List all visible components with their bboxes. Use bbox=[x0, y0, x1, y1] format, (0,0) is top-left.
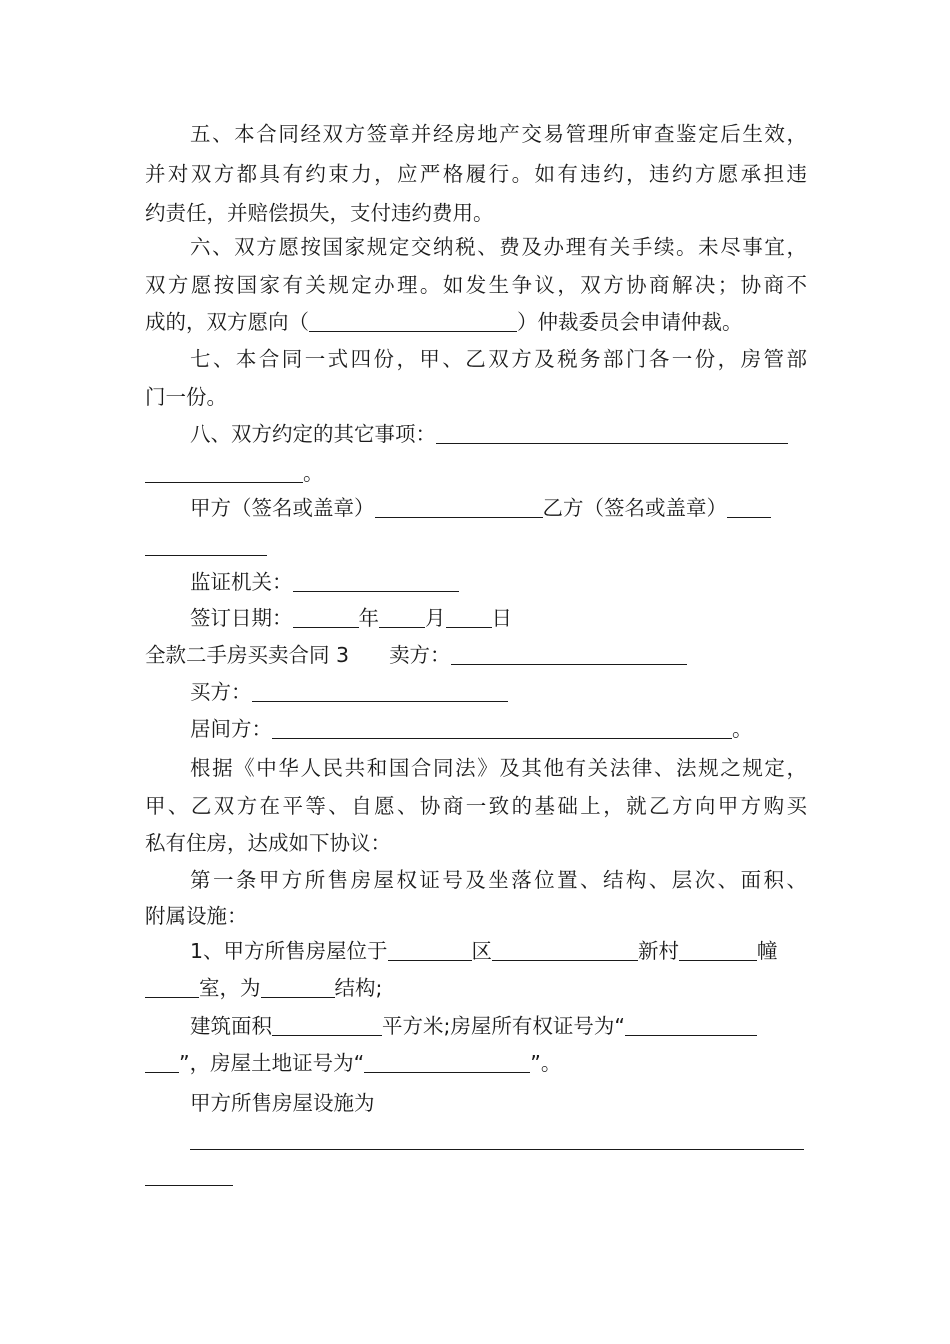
item-1-line-2 bbox=[145, 970, 382, 1006]
party-a-sign-label: 甲方（签名或盖章） bbox=[190, 496, 375, 520]
blank-line bbox=[272, 1011, 382, 1036]
seller-label: 卖方： bbox=[389, 643, 451, 667]
blank-line bbox=[309, 307, 517, 332]
paragraph-8-line-2 bbox=[145, 455, 324, 491]
basis-line-2: 甲、乙双方在平等、自愿、协商一致的基础上，就乙方向甲方购买 bbox=[145, 794, 807, 818]
party-b-sign-label: 乙方（签名或盖章） bbox=[542, 496, 727, 520]
paragraph-6-line-3 bbox=[145, 304, 743, 340]
signature-line-2 bbox=[145, 528, 267, 564]
text-segment: 八、双方约定的其它事项： bbox=[190, 422, 436, 446]
item-1-line-1 bbox=[190, 933, 778, 969]
text-segment: 。 bbox=[732, 717, 753, 741]
blank-line bbox=[252, 677, 508, 702]
blank-line bbox=[145, 1161, 233, 1186]
text-segment: 新村 bbox=[638, 939, 680, 963]
text-segment: ）仲裁委员会申请仲裁。 bbox=[517, 310, 743, 334]
paragraph-5-line-3: 约责任，并赔偿损失，支付违约费用。 bbox=[145, 201, 494, 225]
blank-line bbox=[293, 603, 359, 628]
day-label: 日 bbox=[491, 606, 512, 630]
blank-line bbox=[145, 531, 267, 556]
blank-line bbox=[145, 973, 199, 998]
text-segment: 。 bbox=[303, 461, 324, 485]
paragraph-7-line-2: 门一份。 bbox=[145, 385, 227, 409]
contract-3-title-line bbox=[145, 637, 687, 673]
contract-title: 全款二手房买卖合同 3 bbox=[145, 643, 350, 667]
basis-line-1: 根据《中华人民共和国合同法》及其他有关法律、法规之规定， bbox=[190, 756, 807, 780]
article-1-line-2: 附属设施： bbox=[145, 904, 248, 928]
paragraph-6-line-1: 六、双方愿按国家规定交纳税、费及办理有关手续。未尽事宜， bbox=[190, 235, 807, 259]
paragraph-7-line-1: 七、本合同一式四份，甲、乙双方及税务部门各一份，房管部 bbox=[190, 347, 807, 371]
facilities-line: 甲方所售房屋设施为 bbox=[190, 1091, 375, 1115]
blank-line bbox=[145, 458, 303, 483]
area-line-2 bbox=[145, 1045, 561, 1081]
date-line bbox=[190, 600, 512, 636]
paragraph-8-line-1 bbox=[190, 416, 788, 452]
text-segment: 区 bbox=[471, 939, 493, 963]
blank-line bbox=[436, 419, 788, 444]
blank-line bbox=[293, 567, 459, 592]
year-label: 年 bbox=[358, 606, 379, 630]
buyer-line bbox=[190, 674, 508, 710]
text-segment: ”。 bbox=[530, 1051, 562, 1075]
blank-line bbox=[364, 1048, 530, 1073]
facilities-blank-1 bbox=[190, 1122, 804, 1158]
agent-label: 居间方： bbox=[190, 717, 272, 741]
facilities-blank-2 bbox=[145, 1158, 233, 1194]
blank-line bbox=[379, 603, 425, 628]
text-segment: 幢 bbox=[757, 939, 778, 963]
blank-line bbox=[190, 1125, 804, 1150]
paragraph-5-line-1: 五、本合同经双方签章并经房地产交易管理所审查鉴定后生效， bbox=[190, 122, 807, 146]
text-segment: 结构; bbox=[334, 976, 383, 1000]
blank-line bbox=[727, 493, 771, 518]
paragraph-6-line-2: 双方愿按国家有关规定办理。如发生争议，双方协商解决；协商不 bbox=[145, 273, 807, 297]
month-label: 月 bbox=[425, 606, 446, 630]
text-segment: 平方米;房屋所有权证号为“ bbox=[382, 1014, 626, 1038]
agent-line bbox=[190, 711, 753, 747]
blank-line bbox=[679, 936, 757, 961]
blank-line bbox=[625, 1011, 757, 1036]
basis-line-3: 私有住房，达成如下协议： bbox=[145, 831, 391, 855]
blank-line bbox=[145, 1048, 179, 1073]
article-1-line-1: 第一条甲方所售房屋权证号及坐落位置、结构、层次、面积、 bbox=[190, 868, 807, 892]
blank-line bbox=[492, 936, 638, 961]
text-segment: 成的，双方愿向（ bbox=[145, 310, 309, 334]
date-label: 签订日期： bbox=[190, 606, 293, 630]
blank-line bbox=[451, 640, 687, 665]
blank-line bbox=[375, 493, 543, 518]
buyer-label: 买方： bbox=[190, 680, 252, 704]
blank-line bbox=[261, 973, 335, 998]
blank-line bbox=[446, 603, 492, 628]
blank-line bbox=[388, 936, 472, 961]
text-segment: ”，房屋土地证号为“ bbox=[179, 1051, 365, 1075]
blank-line bbox=[272, 714, 732, 739]
witness-line bbox=[190, 564, 459, 600]
signature-line bbox=[190, 490, 771, 526]
area-line-1 bbox=[190, 1008, 757, 1044]
paragraph-5-line-2: 并对双方都具有约束力，应严格履行。如有违约，违约方愿承担违 bbox=[145, 162, 807, 186]
text-segment: 1、甲方所售房屋位于 bbox=[190, 939, 388, 963]
witness-label: 监证机关： bbox=[190, 570, 293, 594]
text-segment: 建筑面积 bbox=[190, 1014, 272, 1038]
text-segment: 室，为 bbox=[199, 976, 261, 1000]
